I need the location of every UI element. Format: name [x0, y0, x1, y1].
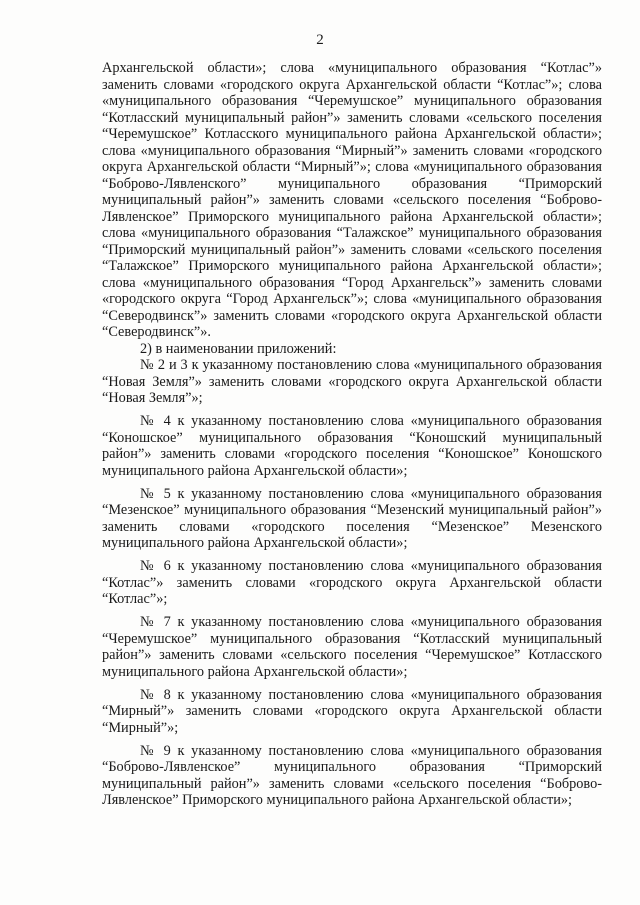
- page-number: 2: [316, 32, 324, 48]
- paragraph-appendix-7: № 7 к указанному постановлению слова «муниципального образования “Черемушское” муниципального образования “Котласский муниципальный район”» заменить словами «сельского поселения “Черемушское” Котласского муниципального района Архангельской области»;: [102, 614, 602, 680]
- paragraph-appendix-6: № 6 к указанному постановлению слова «муниципального образования “Котлас”» заменить словами «городского округа Архангельской области “Котлас”»;: [102, 558, 602, 607]
- paragraph-appendix-2-3: № 2 и 3 к указанному постановлению слова «муниципального образования “Новая Земля”» заменить словами «городского округа Архангельской области “Новая Земля”»;: [102, 357, 602, 406]
- paragraph-appendix-5: № 5 к указанному постановлению слова «муниципального образования “Мезенское” муниципального образования “Мезенский муниципальный район”» заменить словами «городского поселения “Мезенское” Мезенского муниципального района Архангельской области»;: [102, 485, 602, 551]
- paragraph-appendix-4: № 4 к указанному постановлению слова «муниципального образования “Коношское” муниципального образования “Коношский муниципальный район”» заменить словами «городского поселения “Коношское” Коношского муниципального района Архангельской области»;: [102, 413, 602, 479]
- paragraph-appendix-heading: 2) в наименовании приложений:: [140, 340, 337, 357]
- paragraph-appendix-9: № 9 к указанному постановлению слова «муниципального образования “Боброво-Лявленское” муниципального образования “Приморский муниципальный район”» заменить словами «сельского поселения “Боброво-Лявленское” Приморского муниципального района Архангельской области»;: [102, 742, 602, 808]
- document-body: [102, 60, 602, 809]
- paragraph-appendix-8: № 8 к указанному постановлению слова «муниципального образования “Мирный”» заменить словами «городского округа Архангельской области “Мирный”»;: [102, 686, 602, 736]
- paragraph-continuation: Архангельской области»; слова «муниципального образования “Котлас”» заменить словами «городского округа Архангельской области “Котлас”»; слова «муниципального образования “Черемушское” муниципального образования “Котласский муниципальный район”» заменить словами «сельского поселения “Черемушское” Котласского муниципального района Архангельской области»; слова «муниципального образования “Мирный”» заменить словами «городского округа Архангельской области “Мирный”»; слова «муниципального образования “Боброво-Лявленского” муниципального образования “Приморский муниципальный район”» заменить словами «сельского поселения “Боброво-Лявленское” Приморского муниципального района Архангельской области»; слова «муниципального образования “Талажское” муниципального образования “Приморский муниципальный район”» заменить словами «сельского поселения “Талажское” Приморского муниципального района Архангельской области»; слова «муниципального образования “Город Архангельск”» заменить словами «городского округа “Город Архангельск”»; слова «муниципального образования “Северодвинск”» заменить словами «городского округа Архангельской области “Северодвинск”».: [102, 60, 602, 340]
